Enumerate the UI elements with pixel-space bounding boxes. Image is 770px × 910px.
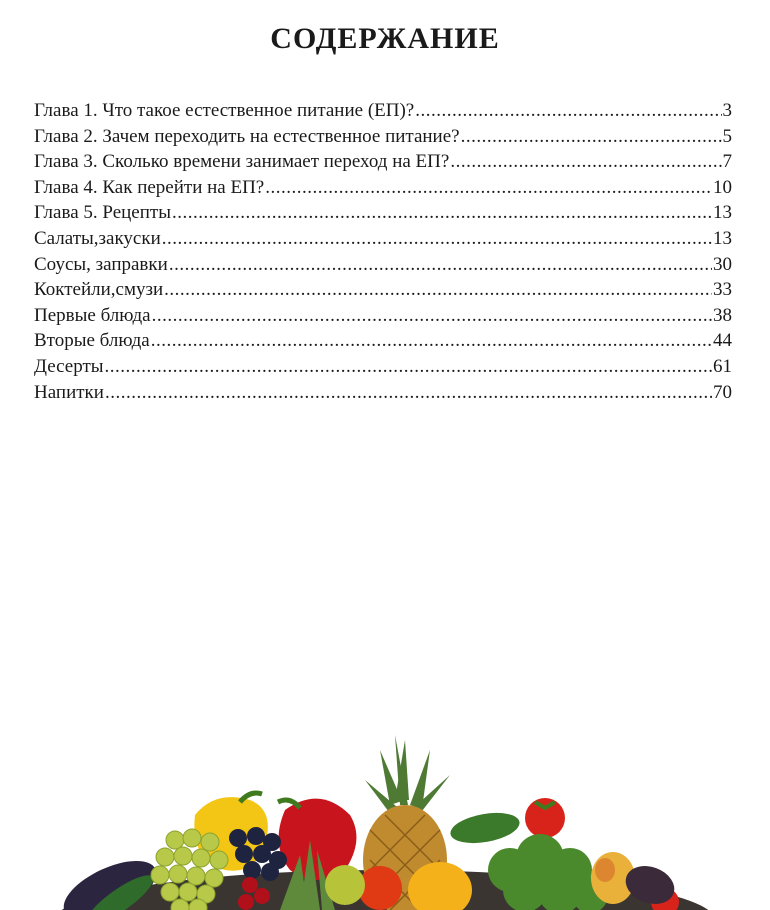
toc-leader-dots bbox=[450, 149, 721, 175]
toc-entry-label: Десерты bbox=[34, 355, 104, 377]
toc-entry-page: 10 bbox=[713, 176, 732, 198]
toc-entry[interactable] bbox=[34, 328, 732, 354]
mango-blush-shape bbox=[595, 858, 615, 882]
toc-entry-label: Глава 1. Что такое естественное питание (ЕП)? bbox=[34, 100, 415, 121]
toc-entry[interactable] bbox=[34, 98, 732, 124]
toc-leader-dots bbox=[265, 175, 712, 201]
toc-entry[interactable] bbox=[34, 252, 732, 278]
toc-entry[interactable] bbox=[34, 175, 732, 201]
fruit-vegetable-illustration bbox=[0, 720, 770, 910]
toc-entry[interactable] bbox=[34, 380, 732, 406]
toc-entry[interactable] bbox=[34, 303, 732, 329]
toc-entry-label: Коктейли,смузи bbox=[34, 279, 164, 301]
toc-leader-dots bbox=[151, 328, 712, 354]
toc-entry[interactable] bbox=[34, 277, 732, 303]
toc-entry[interactable] bbox=[34, 200, 732, 226]
toc-entry-page: 13 bbox=[713, 202, 732, 224]
toc-entry-page: 44 bbox=[713, 330, 732, 352]
toc-entry-label: Глава 5. Рецепты bbox=[34, 202, 171, 224]
toc-leader-dots bbox=[105, 354, 712, 380]
tomato-shape bbox=[525, 798, 565, 838]
toc-entry-label: Глава 2. Зачем переходить на естественное питание? bbox=[34, 125, 460, 147]
toc-entry[interactable] bbox=[34, 149, 732, 175]
toc-entry-page: 38 bbox=[713, 304, 732, 326]
toc-entry-label: Соусы, заправки bbox=[34, 253, 168, 275]
apple-shape bbox=[325, 865, 365, 905]
toc-leader-dots bbox=[169, 252, 712, 278]
toc-leader-dots bbox=[162, 226, 712, 252]
toc-entry[interactable] bbox=[34, 354, 732, 380]
toc-entry-label: Глава 4. Как перейти на ЕП? bbox=[34, 176, 265, 198]
red-pepper-stem-shape bbox=[278, 800, 300, 808]
toc-leader-dots bbox=[164, 277, 712, 303]
toc-entry-page: 30 bbox=[713, 253, 732, 275]
toc-entry-page: 13 bbox=[713, 227, 732, 249]
broccoli-shape bbox=[488, 834, 608, 910]
toc-leader-dots bbox=[105, 380, 712, 406]
toc-entry-page: 61 bbox=[713, 355, 732, 377]
dark-grapes-shape bbox=[229, 827, 287, 881]
toc-leader-dots bbox=[415, 98, 721, 124]
toc-leader-dots bbox=[152, 303, 712, 329]
toc-entry-page: 7 bbox=[722, 151, 732, 173]
toc-entry[interactable] bbox=[34, 226, 732, 252]
table-of-contents bbox=[34, 98, 732, 405]
toc-entry-label: Напитки bbox=[34, 381, 104, 403]
toc-entry[interactable] bbox=[34, 124, 732, 150]
toc-entry-page: 70 bbox=[713, 381, 732, 403]
toc-entry-label: Вторые блюда bbox=[34, 330, 150, 352]
toc-entry-label: Первые блюда bbox=[34, 304, 151, 326]
toc-entry-page: 33 bbox=[713, 279, 732, 301]
toc-entry-page: 3 bbox=[722, 100, 732, 121]
toc-leader-dots bbox=[172, 200, 712, 226]
toc-entry-page: 5 bbox=[722, 125, 732, 147]
toc-entry-label: Салаты,закуски bbox=[34, 227, 161, 249]
zucchini-shape bbox=[448, 808, 522, 848]
page-title: СОДЕРЖАНИЕ bbox=[270, 22, 500, 55]
toc-leader-dots bbox=[461, 124, 722, 150]
toc-entry-label: Глава 3. Сколько времени занимает переход на ЕП? bbox=[34, 151, 450, 173]
